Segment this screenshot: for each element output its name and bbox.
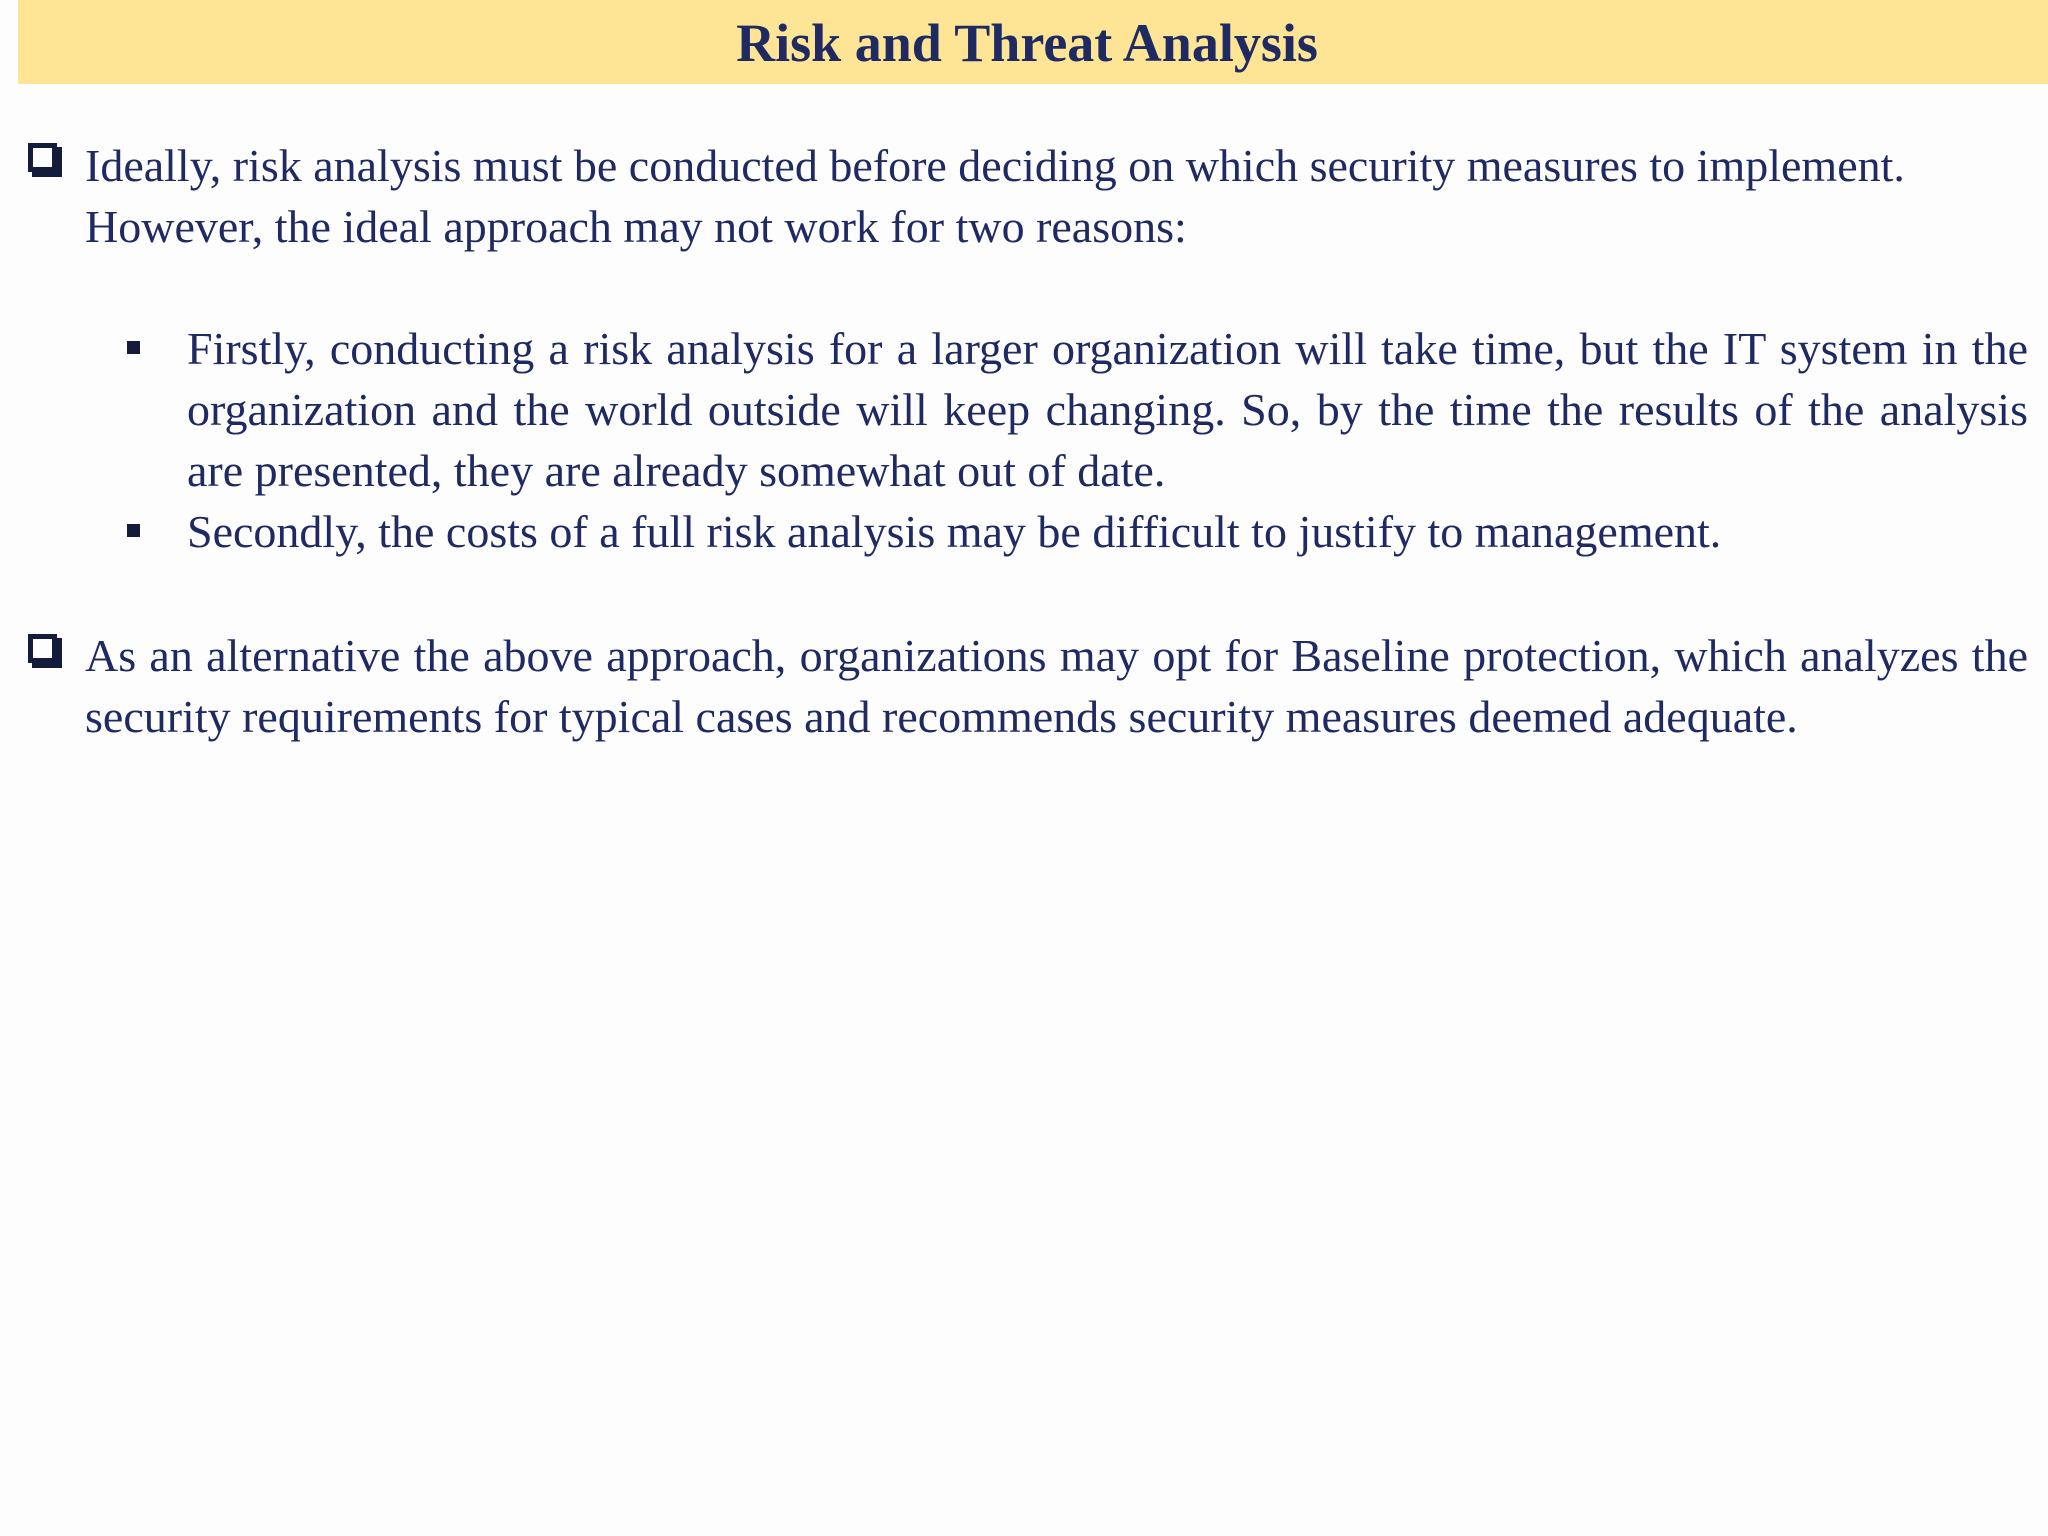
bullet-1-text: Ideally, risk analysis must be conducted before deciding on which security measures to implement. However, the ideal approach may not work for two reasons: [85,140,1905,252]
bullet-2-text: As an alternative the above approach, organizations may opt for Baseline protection, which analyzes the security requirements for typical cases and recommends security measures deemed adequate. [85,630,2028,742]
square-bullet-icon [127,524,140,537]
title-bar [18,0,2048,84]
slide-title: Risk and Threat Analysis [736,13,1318,73]
checkbox-bullet-icon [28,143,57,172]
sub-bullet-1-1-text: Firstly, conducting a risk analysis for a larger organization will take time, but the IT system in the organization and the world outside will keep changing. So, by the time the results of the analysis are presented, they are already somewhat out of date. [187,323,2028,496]
square-bullet-icon [127,341,140,354]
checkbox-bullet-icon [28,634,57,663]
sub-bullet-1-2-text: Secondly, the costs of a full risk analysis may be difficult to justify to management. [187,506,1722,557]
